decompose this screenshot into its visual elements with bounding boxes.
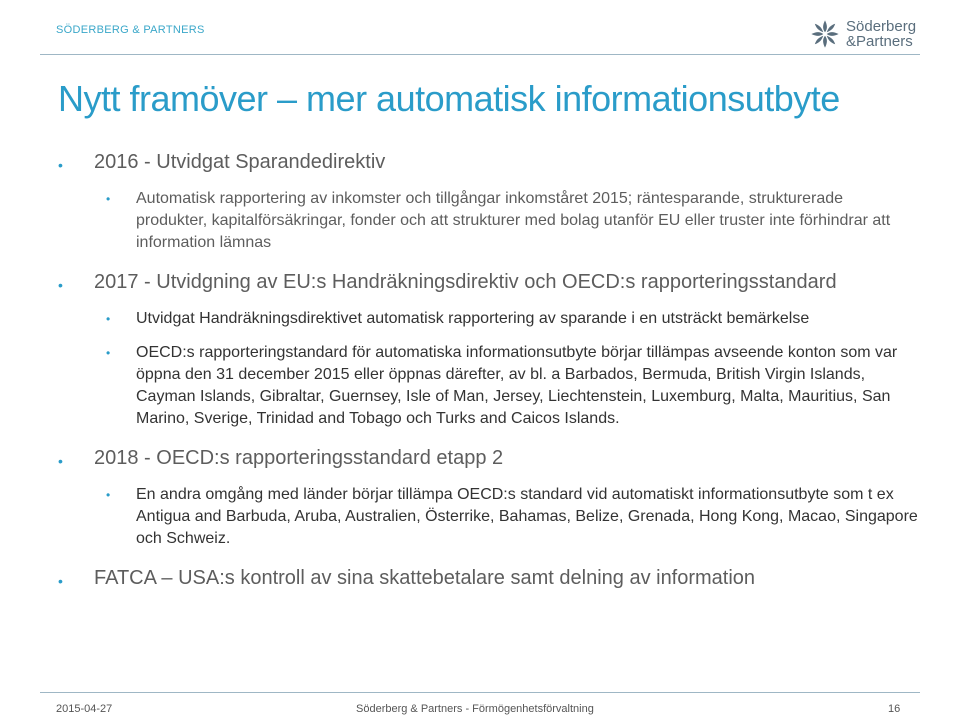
section-heading: 2016 - Utvidgat Sparandedirektiv	[94, 151, 386, 173]
bullet-icon: •	[58, 573, 63, 589]
logo-line2: &Partners	[846, 33, 913, 50]
bullet-icon: •	[106, 488, 111, 502]
bullet-icon: •	[106, 312, 111, 326]
list-item	[58, 484, 918, 550]
item-text: Utvidgat Handräkningsdirektivet automatisk rapportering av sparande i en utsträckt bemärkelse	[136, 310, 810, 327]
page-title: Nytt framöver – mer automatisk informationsutbyte	[58, 78, 840, 119]
section-2016	[58, 150, 918, 174]
section-heading: 2018 - OECD:s rapporteringsstandard etapp 2	[94, 447, 504, 469]
flower-logo-icon	[808, 17, 842, 51]
footer-page-number: 16	[888, 703, 901, 715]
bullet-icon: •	[58, 157, 63, 173]
slide-content	[58, 150, 918, 590]
section-2017	[58, 270, 918, 294]
section-2018	[58, 446, 918, 470]
item-text: En andra omgång med länder börjar tillämpa OECD:s standard vid automatiskt informationsutbyte som t ex Antigua and Barbuda, Aruba, Australien, Österrike, Bahamas, Belize, Grenada, Hong Kong, Macao, Singapore och Schweiz.	[136, 486, 918, 547]
footer-date: 2015-04-27	[56, 703, 113, 715]
section-heading: FATCA – USA:s kontroll av sina skattebetalare samt delning av information	[94, 567, 756, 589]
bullet-icon: •	[106, 192, 111, 206]
list-item	[58, 188, 918, 254]
section-fatca	[58, 566, 918, 590]
logo-line1: Söderberg	[846, 18, 917, 35]
list-item	[58, 342, 918, 430]
section-heading: 2017 - Utvidgning av EU:s Handräkningsdirektiv och OECD:s rapporteringsstandard	[94, 271, 837, 293]
header-brand-text: SÖDERBERG & PARTNERS	[56, 24, 205, 36]
top-divider	[40, 54, 920, 55]
company-logo	[808, 14, 938, 54]
bullet-icon: •	[58, 277, 63, 293]
item-text: Automatisk rapportering av inkomster och tillgångar inkomståret 2015; räntesparande, strukturerade produkter, kapitalförsäkringar, fonder och att strukturer med bolag utanför EU eller truster inte förhindrar att information lämnas	[136, 190, 891, 251]
list-item	[58, 308, 918, 330]
bullet-icon: •	[58, 453, 63, 469]
footer-center-text: Söderberg & Partners - Förmögenhetsförvaltning	[356, 703, 594, 715]
bottom-divider	[40, 692, 920, 693]
item-text: OECD:s rapporteringstandard för automatiska informationsutbyte börjar tillämpas avseende konton som var öppna den 31 december 2015 eller öppnas därefter, av bl. a Barbados, Bermuda, British Virgin Islands, Cayman Islands, Gibraltar, Guernsey, Isle of Man, Jersey, Liechtenstein, Luxemburg, Malta, Mauritius, San Marino, Sverige, Trinidad and Tobago och Turks and Caicos Islands.	[136, 344, 898, 427]
bullet-icon: •	[106, 346, 111, 360]
